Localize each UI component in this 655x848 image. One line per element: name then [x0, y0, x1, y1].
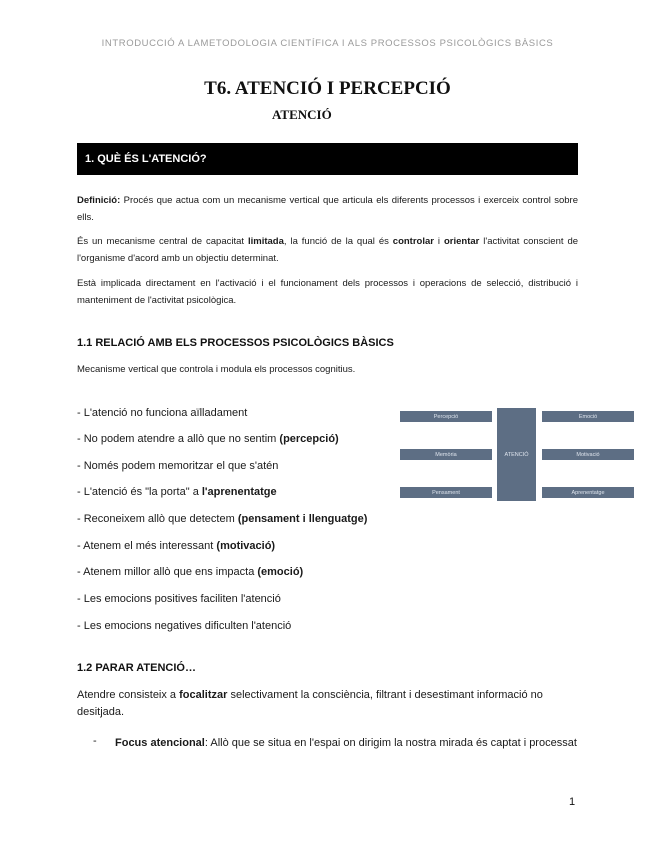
- diagram-box-emotion: Emoció: [542, 411, 634, 422]
- text-run-bold: orientar: [443, 236, 480, 247]
- text-run: , la funció de la qual és: [283, 236, 393, 247]
- mechanism-paragraph: [77, 233, 578, 267]
- focus-text: : Allò que se situa en l'espai on dirigim la nostra mirada és captat i processat: [204, 737, 577, 749]
- text-run: És un mecanisme central de capacitat: [77, 236, 248, 247]
- text-run: l'activitat conscient de l'organisme d'acord amb un objectiu determinat.: [77, 236, 579, 264]
- page-title: T6. ATENCIÓ I PERCEPCIÓ: [204, 78, 451, 99]
- definition-label: Definició:: [77, 195, 121, 206]
- list-item: - L'atenció és "la porta" a l'aprenentatge: [77, 486, 277, 498]
- focus-label: Focus atencional: [115, 737, 205, 749]
- text-run-bold: controlar: [392, 236, 434, 247]
- diagram-center-attention: ATENCIÓ: [497, 408, 536, 501]
- diagram-box-motivation: Motivació: [542, 449, 634, 460]
- list-item: - Atenem millor allò que ens impacta (emoció): [77, 566, 304, 578]
- section-heading-1-1: 1.1 RELACIÓ AMB ELS PROCESSOS PSICOLÒGICS BÀSICS: [77, 337, 394, 349]
- diagram-box-perception: Percepció: [400, 411, 492, 422]
- list-item: - Les emocions negatives dificulten l'atenció: [77, 620, 292, 632]
- list-item: - Les emocions positives faciliten l'atenció: [77, 593, 281, 605]
- involvement-paragraph: Està implicada directament en l'activació i el funcionament dels processos i operacions de selecció, distribució i manteniment de l'activitat psicològica.: [77, 278, 578, 306]
- text-run: Atendre consisteix a: [77, 689, 180, 701]
- text-run-bold: limitada: [247, 236, 284, 247]
- focus-paragraph: [77, 687, 578, 721]
- list-item: - No podem atendre a allò que no sentim (percepció): [77, 433, 339, 445]
- definition-paragraph: [77, 192, 578, 226]
- list-item: - Atenem el més interessant (motivació): [77, 540, 276, 552]
- text-run: selectivament la consciència, filtrant i desestimant informació no desitjada.: [77, 689, 543, 718]
- text-run-bold: focalitzar: [179, 689, 228, 701]
- definition-text: Procés que actua com un mecanisme vertical que articula els diferents processos i exerceix control sobre ells.: [77, 195, 578, 223]
- text-run: i: [433, 236, 444, 247]
- diagram-box-learning: Aprenentatge: [542, 487, 634, 498]
- running-header: INTRODUCCIÓ A LAMETODOLOGIA CIENTÍFICA I ALS PROCESSOS PSICOLÒGICS BÀSICS: [101, 38, 554, 49]
- attention-diagram: [400, 408, 634, 501]
- section-heading-1: 1. QUÈ ÉS L'ATENCIÓ?: [77, 143, 578, 175]
- page-subtitle: ATENCIÓ: [272, 107, 332, 122]
- list-dash: -: [93, 735, 97, 747]
- focus-item: [115, 735, 578, 752]
- diagram-box-memory: Memòria: [400, 449, 492, 460]
- list-item: - L'atenció no funciona aïlladament: [77, 407, 248, 419]
- section-heading-1-2: 1.2 PARAR ATENCIÓ…: [77, 662, 196, 674]
- diagram-box-thinking: Pensament: [400, 487, 492, 498]
- list-item: - Només podem memoritzar el que s'atén: [77, 460, 279, 472]
- list-item: - Reconeixem allò que detectem (pensament i llenguatge): [77, 513, 368, 525]
- section-intro: Mecanisme vertical que controla i modula els processos cognitius.: [77, 364, 356, 375]
- page-number: 1: [569, 796, 576, 808]
